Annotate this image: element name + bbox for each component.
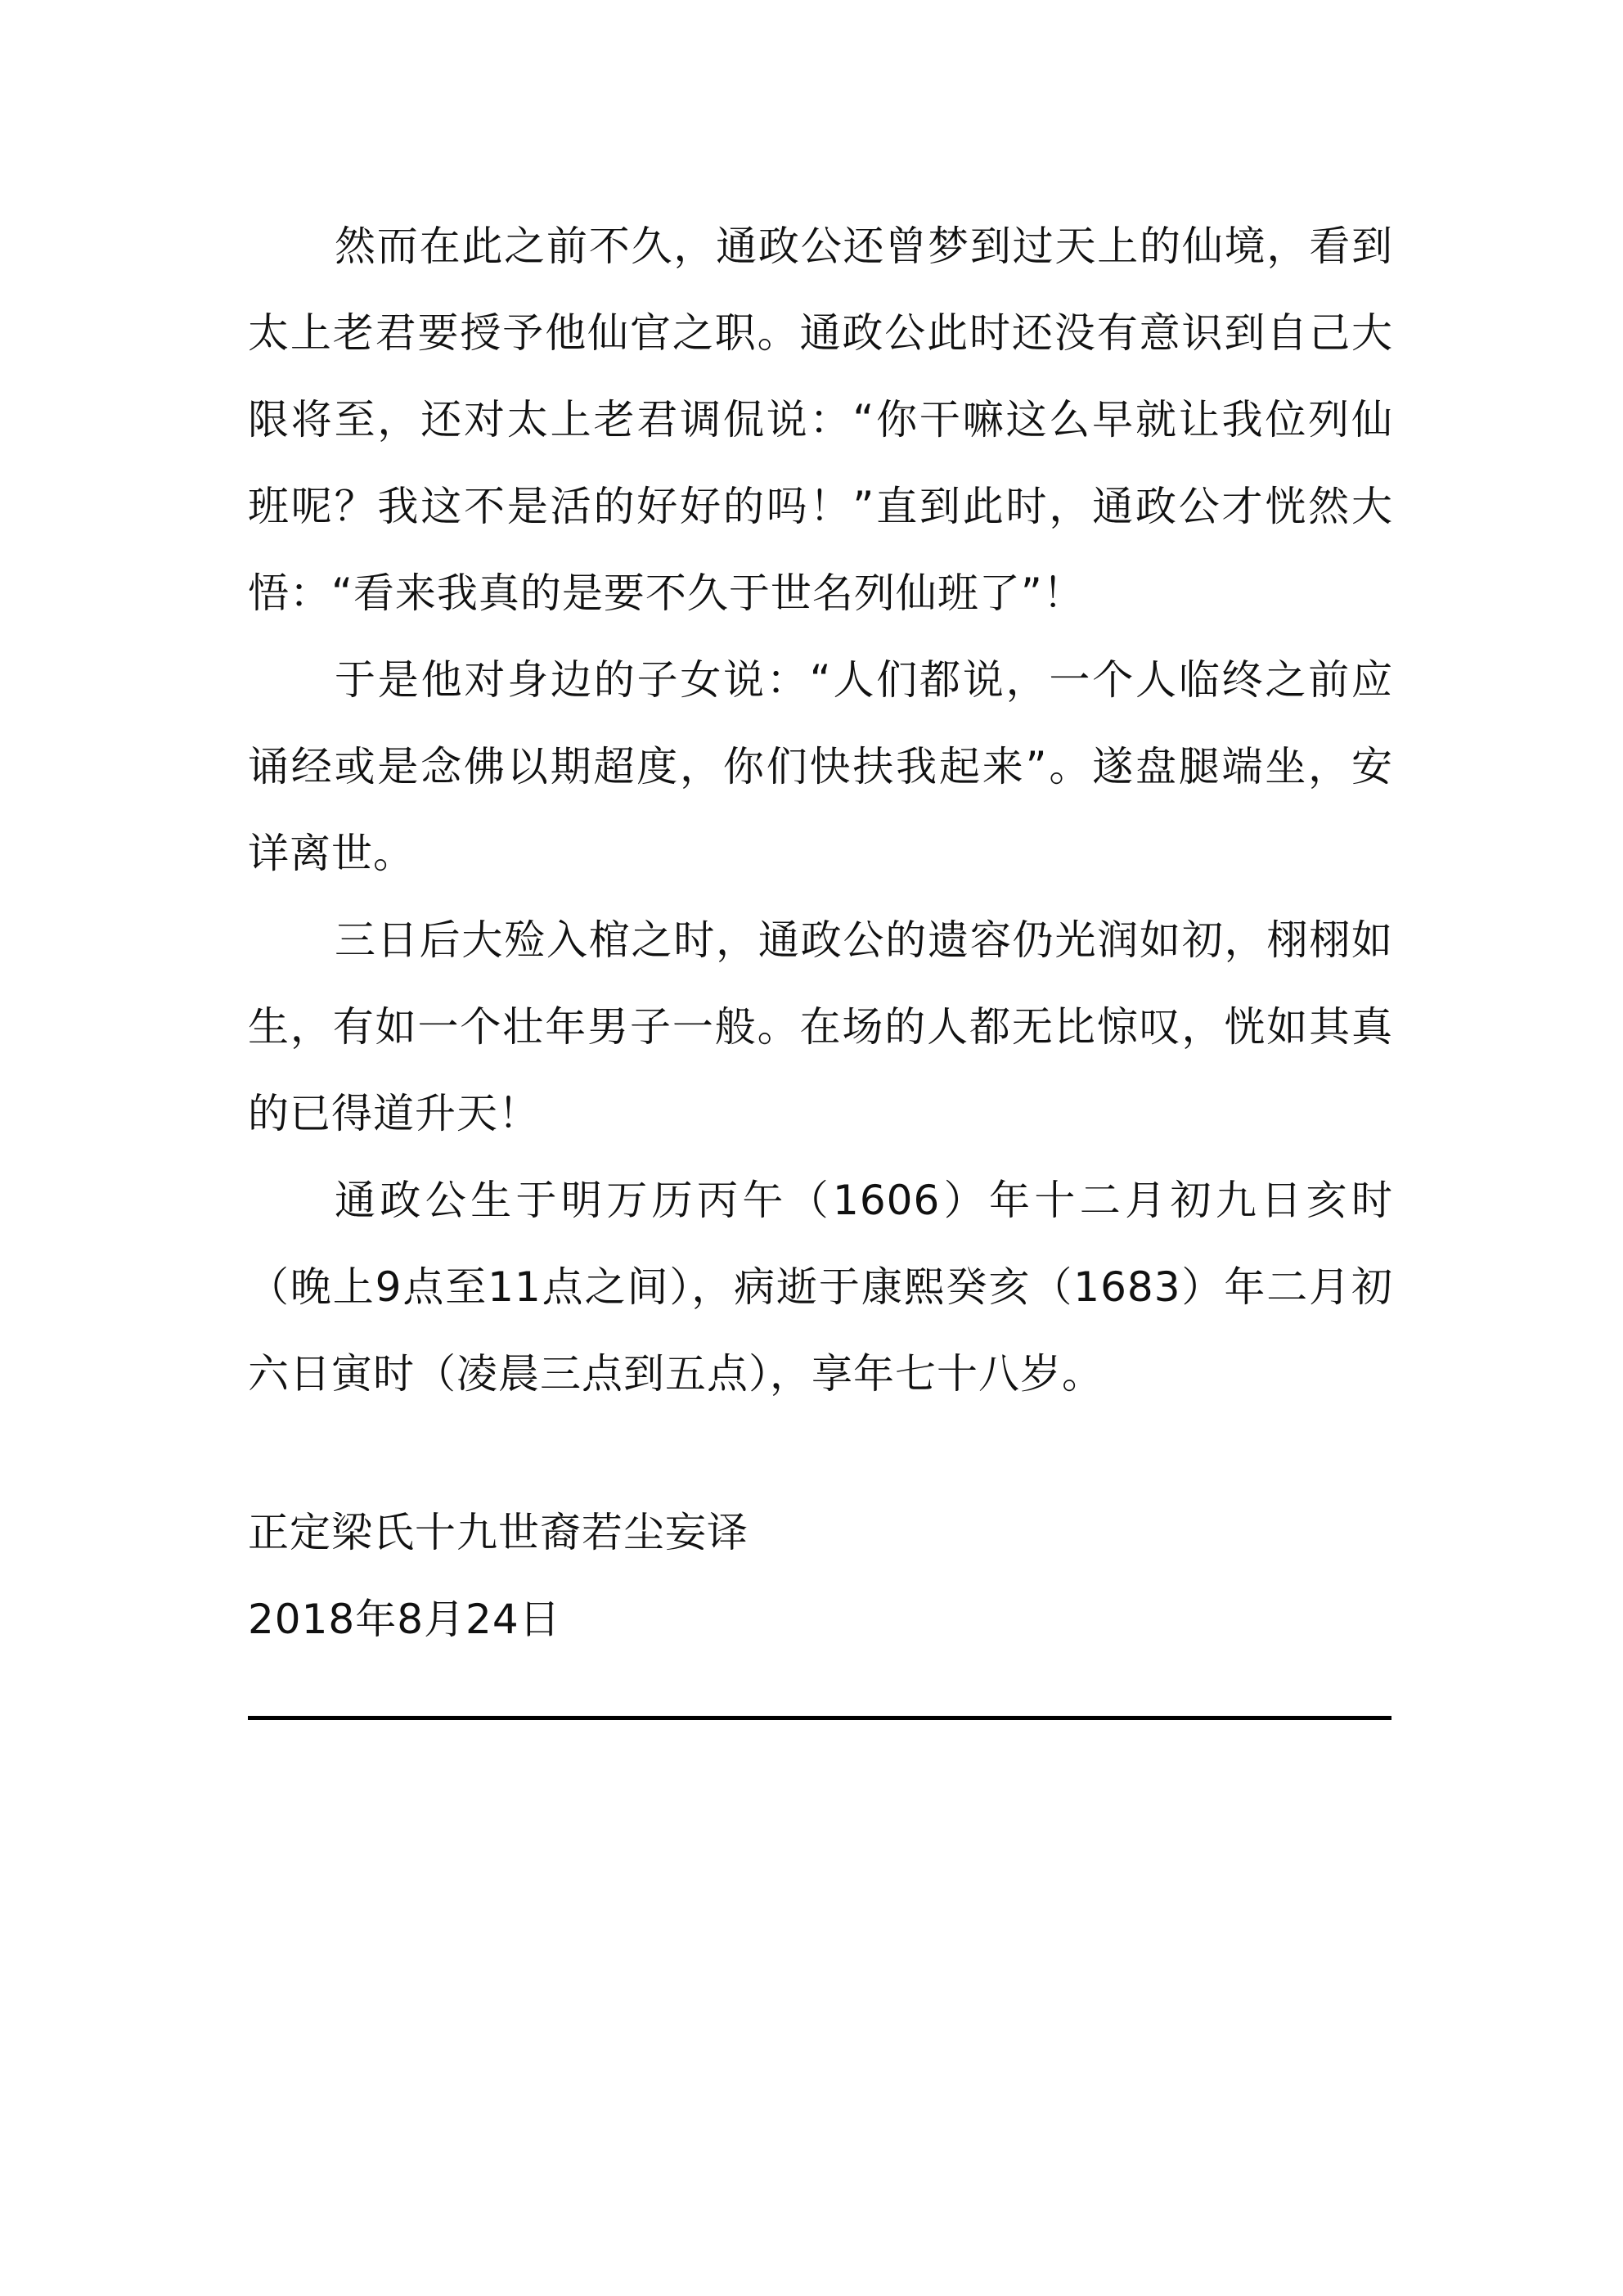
horizontal-rule [248,1716,1391,1720]
signature-date: 2018年8月24日 [248,1596,561,1643]
paragraph-4: 通政公生于明万历丙午（1606）年十二月初九日亥时（晚上9点至11点之间），病逝于康熙癸亥（1683）年二月初六日寅时（凌晨三点到五点），享年七十八岁。 [248,1177,1393,1398]
signature-block [248,1489,1393,1663]
paragraph-2: 于是他对身边的子女说：“人们都说，一个人临终之前应诵经或是念佛以期超度，你们快扶我起来”。遂盘腿端坐，安详离世。 [248,656,1393,877]
signature-author: 正定梁氏十九世裔若尘妄译 [248,1509,749,1556]
body-text [248,203,1393,1417]
paragraph-1: 然而在此之前不久，通政公还曾梦到过天上的仙境，看到太上老君要授予他仙官之职。通政公此时还没有意识到自己大限将至，还对太上老君调侃说：“你干嘛这么早就让我位列仙班呢？我这不是活的好好的吗！”直到此时，通政公才恍然大悟：“看来我真的是要不久于世名列仙班了”！ [248,223,1393,617]
paragraph-3: 三日后大殓入棺之时，通政公的遗容仍光润如初，栩栩如生，有如一个壮年男子一般。在场的人都无比惊叹，恍如其真的已得道升天！ [248,916,1393,1137]
